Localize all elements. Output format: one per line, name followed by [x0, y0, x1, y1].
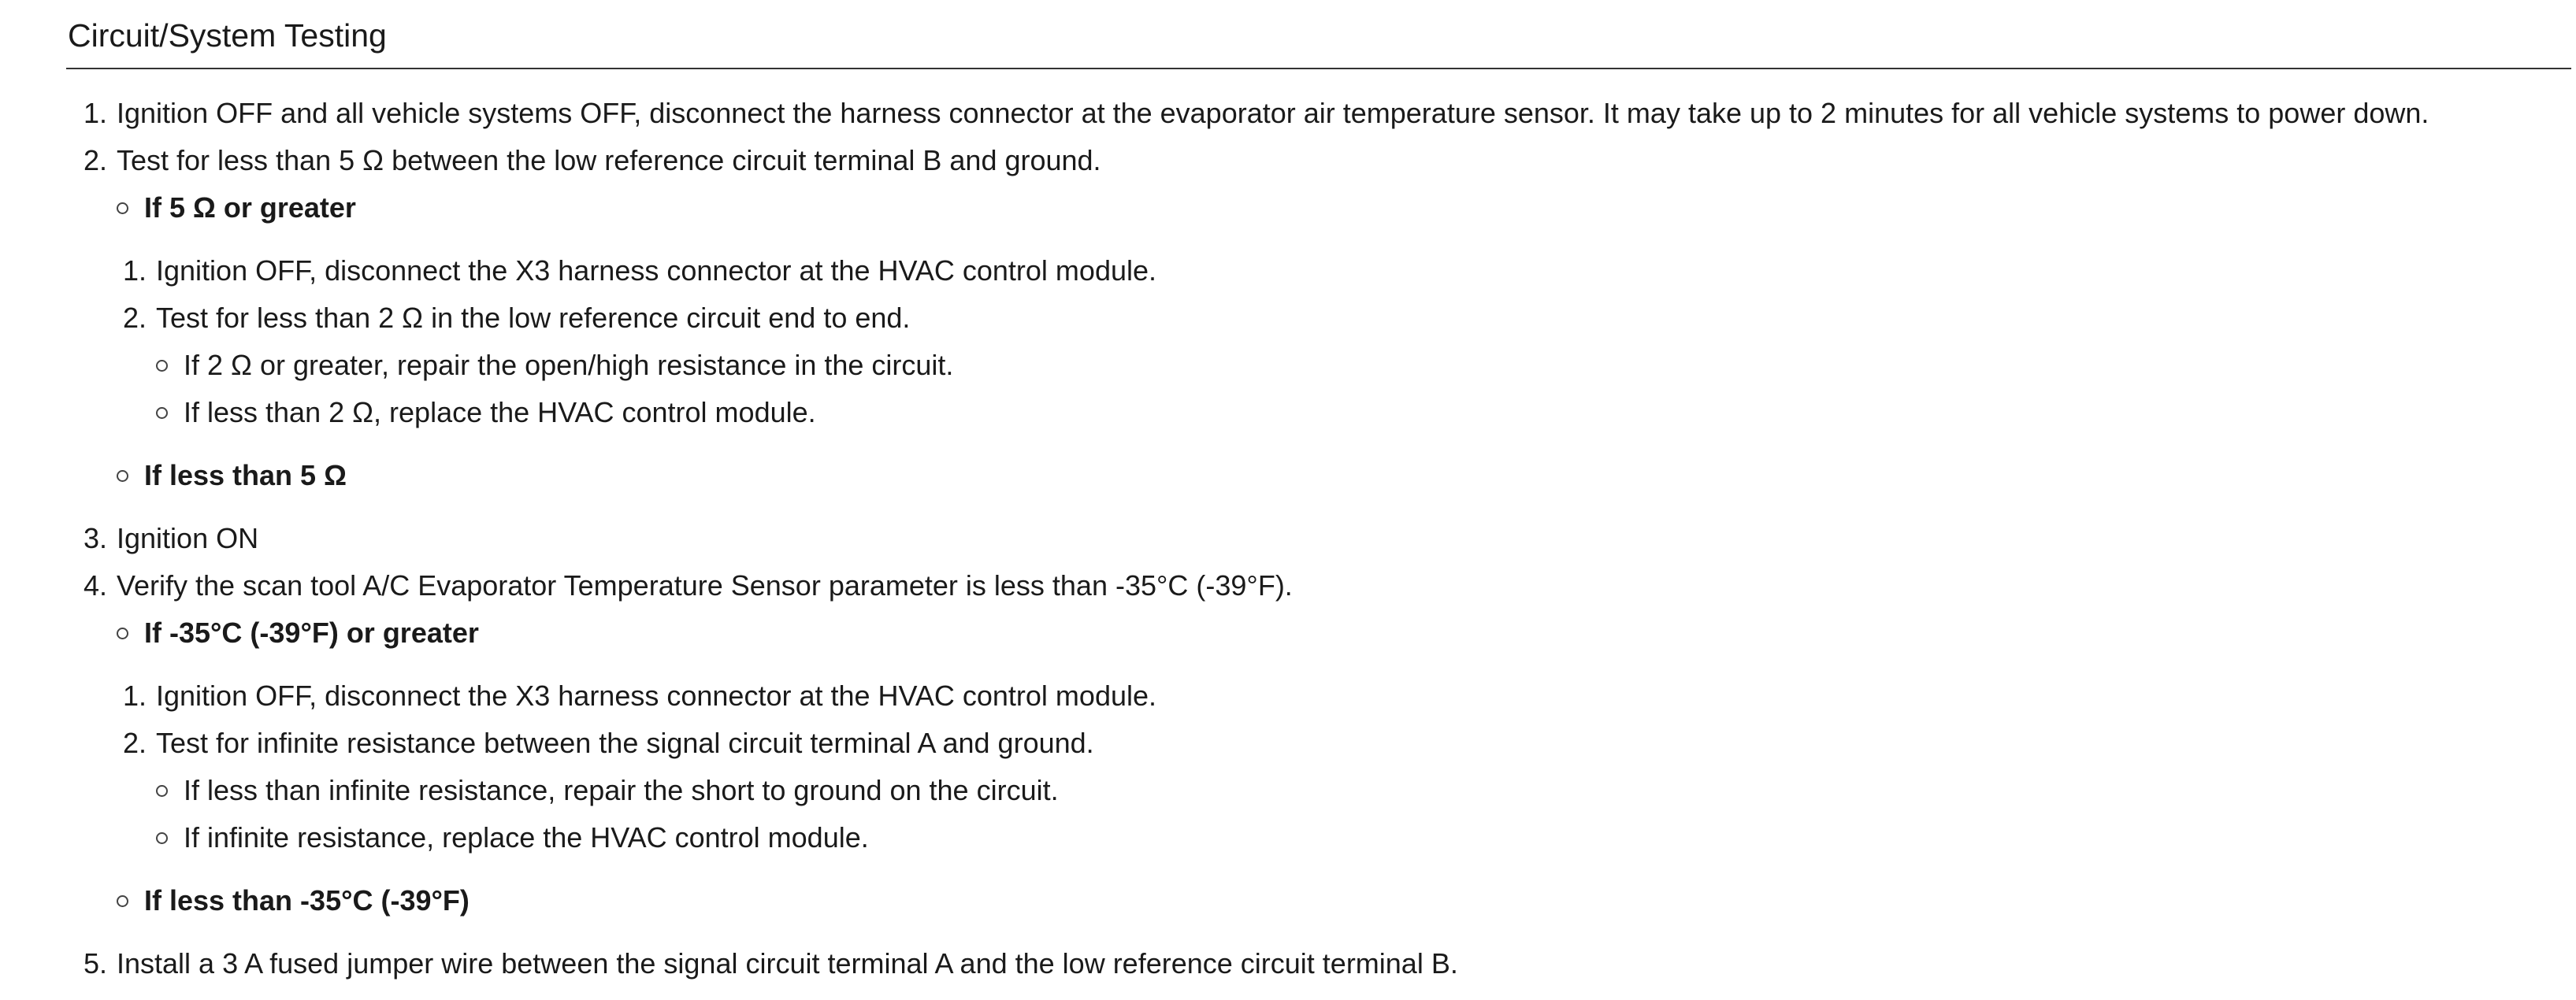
condition-fail [66, 184, 2571, 231]
step-number: 1. [122, 254, 147, 287]
step-1 [66, 90, 2571, 137]
condition-text: If less than -35°C (-39°F) [144, 884, 470, 917]
condition-text: If -35°C (-39°F) or greater [144, 617, 479, 649]
procedure-steps [66, 90, 2571, 987]
circle-bullet-icon [156, 360, 168, 372]
circle-bullet-icon [156, 407, 168, 419]
step-4 [66, 562, 2571, 609]
condition-text: If 5 Ω or greater [144, 191, 356, 224]
sub-step-2 [66, 294, 2571, 342]
section-title: Circuit/System Testing [66, 11, 2571, 69]
step-number: 2. [83, 144, 107, 176]
sub-result [66, 767, 2571, 814]
result-text: If less than infinite resistance, repair the short to ground on the circuit. [184, 774, 1059, 806]
circle-bullet-icon [117, 895, 128, 907]
sub-step-2 [66, 720, 2571, 767]
circle-bullet-icon [156, 832, 168, 844]
sub-step-1 [66, 247, 2571, 294]
step-number: 5. [83, 947, 107, 980]
result-text: If less than 2 Ω, replace the HVAC control module. [184, 396, 816, 428]
sub-result [66, 389, 2571, 436]
step-text: Ignition OFF, disconnect the X3 harness connector at the HVAC control module. [156, 254, 1157, 287]
step-number: 1. [83, 97, 107, 129]
step-number: 2. [122, 302, 147, 334]
step-number: 1. [122, 680, 147, 712]
condition-fail [66, 609, 2571, 657]
step-3 [66, 515, 2571, 562]
step-number: 2. [122, 727, 147, 759]
sub-step-1 [66, 672, 2571, 720]
circle-bullet-icon [117, 628, 128, 639]
circle-bullet-icon [117, 470, 128, 482]
circle-bullet-icon [117, 202, 128, 214]
step-2 [66, 137, 2571, 184]
step-text: Test for less than 2 Ω in the low reference circuit end to end. [156, 302, 911, 334]
step-number: 4. [83, 569, 107, 602]
step-text: Ignition OFF, disconnect the X3 harness connector at the HVAC control module. [156, 680, 1157, 712]
step-text: Verify the scan tool A/C Evaporator Temperature Sensor parameter is less than -35°C (-39°F). [117, 569, 1293, 602]
condition-pass [66, 877, 2571, 924]
result-text: If 2 Ω or greater, repair the open/high resistance in the circuit. [184, 349, 954, 381]
step-text: Test for less than 5 Ω between the low reference circuit terminal B and ground. [117, 144, 1101, 176]
circle-bullet-icon [156, 785, 168, 797]
sub-result [66, 814, 2571, 861]
step-5 [66, 940, 2571, 987]
document [66, 11, 2571, 987]
sub-result [66, 342, 2571, 389]
step-number: 3. [83, 522, 107, 554]
step-text: Test for infinite resistance between the signal circuit terminal A and ground. [156, 727, 1094, 759]
step-text: Ignition OFF and all vehicle systems OFF, disconnect the harness connector at the evaporator air temperature sensor. It may take up to 2 minutes for all vehicle systems to power down. [117, 97, 2429, 129]
step-text: Ignition ON [117, 522, 259, 554]
step-text: Install a 3 A fused jumper wire between the signal circuit terminal A and the low reference circuit terminal B. [117, 947, 1458, 980]
condition-pass [66, 452, 2571, 499]
condition-text: If less than 5 Ω [144, 459, 347, 491]
result-text: If infinite resistance, replace the HVAC control module. [184, 821, 869, 854]
